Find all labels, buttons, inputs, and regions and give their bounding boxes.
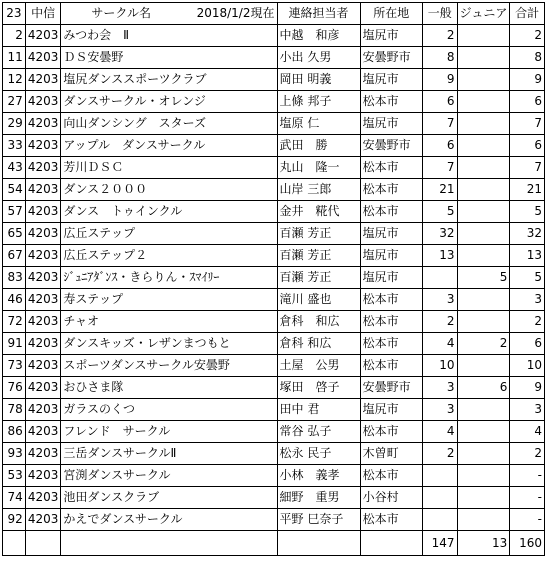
row-junior (457, 355, 510, 377)
row-code: 4203 (25, 69, 61, 91)
row-total: 7 (510, 113, 545, 135)
table-row (3, 487, 545, 509)
table-row (3, 25, 545, 47)
row-junior (457, 47, 510, 69)
row-code: 4203 (25, 355, 61, 377)
row-circle-name: 向山ダンシング スターズ (61, 113, 277, 135)
row-no: 73 (3, 355, 26, 377)
row-code: 4203 (25, 443, 61, 465)
row-code: 4203 (25, 223, 61, 245)
row-contact: 倉科 和広 (277, 311, 360, 333)
row-general: 8 (422, 47, 457, 69)
row-total: 9 (510, 377, 545, 399)
row-contact: 百瀬 芳正 (277, 245, 360, 267)
row-general (422, 465, 457, 487)
row-general (422, 267, 457, 289)
row-no: 54 (3, 179, 26, 201)
row-location: 塩尻市 (360, 399, 422, 421)
row-circle-name: アップル ダンスサークル (61, 135, 277, 157)
row-no: 43 (3, 157, 26, 179)
row-circle-name: 三岳ダンスサークルⅡ (61, 443, 277, 465)
table-row (3, 311, 545, 333)
row-no: 76 (3, 377, 26, 399)
row-junior (457, 201, 510, 223)
row-contact: 松永 民子 (277, 443, 360, 465)
row-general: 32 (422, 223, 457, 245)
row-location: 安曇野市 (360, 47, 422, 69)
row-general: 5 (422, 201, 457, 223)
row-circle-name: 広丘ステップ (61, 223, 277, 245)
row-no: 74 (3, 487, 26, 509)
row-total: 6 (510, 135, 545, 157)
row-junior (457, 157, 510, 179)
row-circle-name: かえでダンスサークル (61, 509, 277, 531)
row-code: 4203 (25, 245, 61, 267)
row-total: 21 (510, 179, 545, 201)
table-row (3, 245, 545, 267)
row-general: 2 (422, 443, 457, 465)
row-contact: 小林 義孝 (277, 465, 360, 487)
row-circle-name: 宮渕ダンスサークル (61, 465, 277, 487)
row-junior (457, 223, 510, 245)
row-contact: 金井 糀代 (277, 201, 360, 223)
header-general: 一般 (422, 3, 457, 25)
row-total: 3 (510, 399, 545, 421)
row-circle-name: ＤＳ安曇野 (61, 47, 277, 69)
table-row (3, 69, 545, 91)
row-circle-name: ダンスサークル・オレンジ (61, 91, 277, 113)
header-circle-name (61, 3, 277, 25)
row-junior (457, 245, 510, 267)
row-code: 4203 (25, 421, 61, 443)
row-total: 10 (510, 355, 545, 377)
row-general: 9 (422, 69, 457, 91)
row-general: 3 (422, 377, 457, 399)
row-location: 塩尻市 (360, 223, 422, 245)
row-junior (457, 91, 510, 113)
table-row (3, 135, 545, 157)
table-row (3, 179, 545, 201)
header-as-of: 2018/1/2現在 (196, 6, 275, 20)
table-row (3, 333, 545, 355)
row-total: 9 (510, 69, 545, 91)
row-no: 78 (3, 399, 26, 421)
row-location: 松本市 (360, 91, 422, 113)
table-row (3, 289, 545, 311)
row-location: 松本市 (360, 201, 422, 223)
row-junior: 2 (457, 333, 510, 355)
row-junior (457, 25, 510, 47)
table-row (3, 355, 545, 377)
row-general: 13 (422, 245, 457, 267)
row-junior (457, 465, 510, 487)
row-no: 33 (3, 135, 26, 157)
row-no: 91 (3, 333, 26, 355)
table-row (3, 267, 545, 289)
row-total: - (510, 487, 545, 509)
row-circle-name: ｼﾞｭﾆｱﾀﾞﾝｽ・きらりん・ｽﾏｲﾘｰ (61, 267, 277, 289)
row-contact: 滝川 盛也 (277, 289, 360, 311)
row-no: 83 (3, 267, 26, 289)
row-contact: 丸山 隆一 (277, 157, 360, 179)
row-general: 4 (422, 421, 457, 443)
row-code: 4203 (25, 25, 61, 47)
row-circle-name: 塩尻ダンススポーツクラブ (61, 69, 277, 91)
row-total: 5 (510, 201, 545, 223)
table-row (3, 201, 545, 223)
table-row (3, 91, 545, 113)
row-no: 46 (3, 289, 26, 311)
row-contact: 倉科 和広 (277, 333, 360, 355)
total-all: 160 (510, 531, 545, 556)
table-body (3, 25, 545, 531)
row-location: 安曇野市 (360, 377, 422, 399)
table-row (3, 399, 545, 421)
table-row (3, 465, 545, 487)
totals-blank (277, 531, 360, 556)
row-circle-name: チャオ (61, 311, 277, 333)
row-junior (457, 289, 510, 311)
table-row (3, 377, 545, 399)
row-location: 塩尻市 (360, 69, 422, 91)
row-total: 5 (510, 267, 545, 289)
row-total: 6 (510, 91, 545, 113)
row-code: 4203 (25, 333, 61, 355)
row-no: 65 (3, 223, 26, 245)
table-row (3, 509, 545, 531)
totals-blank (61, 531, 277, 556)
row-location: 松本市 (360, 421, 422, 443)
row-circle-name: 寿ステップ (61, 289, 277, 311)
row-no: 92 (3, 509, 26, 531)
row-general: 7 (422, 113, 457, 135)
row-no: 72 (3, 311, 26, 333)
row-contact: 上條 邦子 (277, 91, 360, 113)
row-total: 32 (510, 223, 545, 245)
row-contact: 細野 重男 (277, 487, 360, 509)
header-no: 23 (3, 3, 26, 25)
row-general: 3 (422, 399, 457, 421)
row-general: 6 (422, 91, 457, 113)
header-row (3, 3, 545, 25)
circle-table (2, 2, 545, 556)
row-general: 6 (422, 135, 457, 157)
table-row (3, 113, 545, 135)
row-no: 93 (3, 443, 26, 465)
row-general (422, 509, 457, 531)
row-total: 3 (510, 289, 545, 311)
row-total: - (510, 465, 545, 487)
row-location: 塩尻市 (360, 113, 422, 135)
row-total: - (510, 509, 545, 531)
row-code: 4203 (25, 399, 61, 421)
row-location: 塩尻市 (360, 25, 422, 47)
row-location: 松本市 (360, 509, 422, 531)
table-row (3, 443, 545, 465)
row-contact: 土屋 公男 (277, 355, 360, 377)
row-junior (457, 399, 510, 421)
row-contact: 山岸 三郎 (277, 179, 360, 201)
row-total: 13 (510, 245, 545, 267)
row-contact: 百瀬 芳正 (277, 223, 360, 245)
row-code: 4203 (25, 47, 61, 69)
header-junior: ジュニア (457, 3, 510, 25)
row-junior (457, 113, 510, 135)
totals-blank (25, 531, 61, 556)
row-location: 塩尻市 (360, 267, 422, 289)
header-location: 所在地 (360, 3, 422, 25)
row-location: 松本市 (360, 289, 422, 311)
header-total: 合計 (510, 3, 545, 25)
row-location: 小谷村 (360, 487, 422, 509)
row-general (422, 487, 457, 509)
table-row (3, 157, 545, 179)
totals-blank (360, 531, 422, 556)
row-circle-name: おひさま隊 (61, 377, 277, 399)
row-junior (457, 135, 510, 157)
row-location: 松本市 (360, 465, 422, 487)
total-general: 147 (422, 531, 457, 556)
table-row (3, 421, 545, 443)
row-junior (457, 487, 510, 509)
row-contact: 塩原 仁 (277, 113, 360, 135)
row-junior (457, 69, 510, 91)
row-contact: 小出 久男 (277, 47, 360, 69)
row-contact: 百瀬 芳正 (277, 267, 360, 289)
row-circle-name: ダンスキッズ・レザンまつもと (61, 333, 277, 355)
row-code: 4203 (25, 157, 61, 179)
row-circle-name: ガラスのくつ (61, 399, 277, 421)
row-contact: 田中 君 (277, 399, 360, 421)
header-contact: 連絡担当者 (277, 3, 360, 25)
row-no: 86 (3, 421, 26, 443)
row-no: 2 (3, 25, 26, 47)
row-location: 松本市 (360, 157, 422, 179)
row-junior: 6 (457, 377, 510, 399)
row-no: 53 (3, 465, 26, 487)
row-junior (457, 421, 510, 443)
row-junior (457, 311, 510, 333)
row-total: 7 (510, 157, 545, 179)
row-junior (457, 179, 510, 201)
row-no: 29 (3, 113, 26, 135)
row-junior: 5 (457, 267, 510, 289)
row-code: 4203 (25, 179, 61, 201)
row-junior (457, 443, 510, 465)
row-code: 4203 (25, 201, 61, 223)
row-code: 4203 (25, 377, 61, 399)
row-location: 松本市 (360, 179, 422, 201)
row-no: 57 (3, 201, 26, 223)
row-location: 松本市 (360, 355, 422, 377)
row-total: 2 (510, 25, 545, 47)
row-circle-name: スポーツダンスサークル安曇野 (61, 355, 277, 377)
row-contact: 岡田 明義 (277, 69, 360, 91)
row-no: 11 (3, 47, 26, 69)
row-location: 安曇野市 (360, 135, 422, 157)
row-code: 4203 (25, 509, 61, 531)
row-general: 4 (422, 333, 457, 355)
row-no: 27 (3, 91, 26, 113)
table-row (3, 47, 545, 69)
row-no: 12 (3, 69, 26, 91)
row-code: 4203 (25, 487, 61, 509)
row-general: 2 (422, 25, 457, 47)
row-general: 21 (422, 179, 457, 201)
totals-blank (3, 531, 26, 556)
row-code: 4203 (25, 311, 61, 333)
row-general: 3 (422, 289, 457, 311)
row-total: 6 (510, 333, 545, 355)
row-contact: 塚田 啓子 (277, 377, 360, 399)
row-code: 4203 (25, 289, 61, 311)
row-general: 2 (422, 311, 457, 333)
row-circle-name: 芳川ＤＳＣ (61, 157, 277, 179)
header-chushin: 中信 (25, 3, 61, 25)
row-code: 4203 (25, 135, 61, 157)
row-circle-name: フレンド サークル (61, 421, 277, 443)
table-row (3, 223, 545, 245)
row-location: 塩尻市 (360, 245, 422, 267)
row-circle-name: 広丘ステップ２ (61, 245, 277, 267)
row-contact: 武田 勝 (277, 135, 360, 157)
row-circle-name: 池田ダンスクラブ (61, 487, 277, 509)
row-code: 4203 (25, 91, 61, 113)
row-general: 10 (422, 355, 457, 377)
row-circle-name: ダンス トゥインクル (61, 201, 277, 223)
row-general: 7 (422, 157, 457, 179)
row-junior (457, 509, 510, 531)
row-total: 2 (510, 443, 545, 465)
row-location: 木曽町 (360, 443, 422, 465)
row-total: 8 (510, 47, 545, 69)
row-location: 松本市 (360, 333, 422, 355)
totals-row (3, 531, 545, 556)
row-code: 4203 (25, 267, 61, 289)
row-code: 4203 (25, 465, 61, 487)
row-total: 2 (510, 311, 545, 333)
row-location: 松本市 (360, 311, 422, 333)
row-total: 4 (510, 421, 545, 443)
row-circle-name: みつわ会 Ⅱ (61, 25, 277, 47)
row-contact: 常谷 弘子 (277, 421, 360, 443)
row-circle-name: ダンス２０００ (61, 179, 277, 201)
row-contact: 平野 巳奈子 (277, 509, 360, 531)
row-contact: 中越 和彦 (277, 25, 360, 47)
row-code: 4203 (25, 113, 61, 135)
total-junior: 13 (457, 531, 510, 556)
row-no: 67 (3, 245, 26, 267)
header-circle-name-label: サークル名 (91, 6, 152, 20)
